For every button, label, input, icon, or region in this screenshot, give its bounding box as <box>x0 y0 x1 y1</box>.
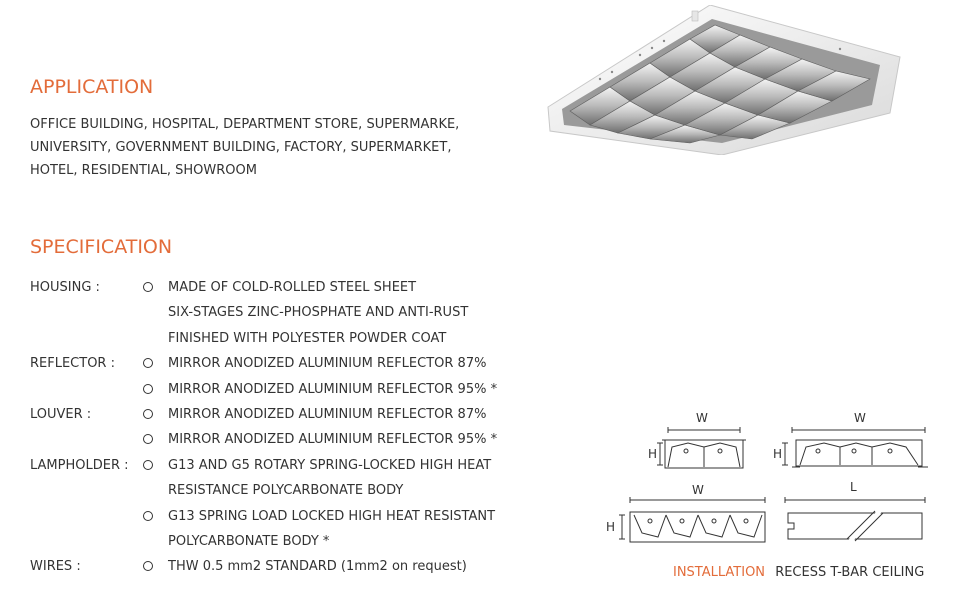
spec-row <box>30 557 590 582</box>
diagram-length-view <box>785 497 925 541</box>
spec-text: MIRROR ANODIZED ALUMINIUM REFLECTOR 87% <box>168 356 487 372</box>
spec-row <box>30 303 590 328</box>
spec-row <box>30 329 590 354</box>
spec-text: MADE OF COLD-ROLLED STEEL SHEET <box>168 280 417 295</box>
spec-text: FINISHED WITH POLYESTER POWDER COAT <box>168 330 447 346</box>
spec-text: G13 AND G5 ROTARY SPRING-LOCKED HIGH HEAT <box>168 457 492 473</box>
bullet-circle-icon <box>143 460 153 470</box>
application-heading: APPLICATION <box>30 76 154 98</box>
spec-row <box>30 481 590 506</box>
application-line: OFFICE BUILDING, HOSPITAL, DEPARTMENT STORE, SUPERMARKE, <box>30 117 460 132</box>
diagram-h-label: H <box>606 520 616 534</box>
diagram-w-label: W <box>854 411 866 425</box>
spec-row <box>30 354 590 379</box>
spec-label: LAMPHOLDER : <box>30 457 129 473</box>
spec-label: WIRES : <box>30 559 81 575</box>
bullet-circle-icon <box>143 358 153 368</box>
diagram-l-label: L <box>850 480 857 494</box>
spec-row <box>30 380 590 405</box>
spec-label: LOUVER : <box>30 406 92 422</box>
spec-text: THW 0.5 mm2 STANDARD (1mm2 on request) <box>168 559 467 575</box>
spec-row <box>30 430 590 455</box>
spec-row <box>30 405 590 430</box>
specification-heading: SPECIFICATION <box>30 236 173 258</box>
diagram-w-label: W <box>692 483 704 497</box>
spec-row <box>30 278 590 303</box>
spec-text: SIX-STAGES ZINC-PHOSPHATE AND ANTI-RUST <box>168 305 469 321</box>
spec-row <box>30 532 590 557</box>
bullet-circle-icon <box>143 409 153 419</box>
spec-row <box>30 456 590 481</box>
bullet-circle-icon <box>143 282 153 292</box>
application-line: UNIVERSITY, GOVERNMENT BUILDING, FACTORY, SUPERMARKET, <box>30 140 452 155</box>
diagram-w-label: W <box>696 411 708 425</box>
dimension-diagrams <box>600 405 940 555</box>
specification-list <box>30 278 590 583</box>
diagram-2-lamp-section <box>657 427 746 468</box>
luminaire-product-image <box>540 5 920 155</box>
bullet-circle-icon <box>143 511 153 521</box>
installation-label: INSTALLATION <box>673 565 766 580</box>
bullet-circle-icon <box>143 561 153 571</box>
diagram-3-lamp-section <box>782 427 928 467</box>
bullet-circle-icon <box>143 434 153 444</box>
application-list <box>30 113 459 182</box>
diagram-h-label: H <box>773 447 783 461</box>
bullet-circle-icon <box>143 384 153 394</box>
application-line: HOTEL, RESIDENTIAL, SHOWROOM <box>30 163 257 178</box>
diagram-h-label: H <box>648 447 658 461</box>
spec-label: HOUSING : <box>30 280 100 295</box>
spec-text: MIRROR ANODIZED ALUMINIUM REFLECTOR 95% * <box>168 381 498 397</box>
installation-info <box>673 565 924 580</box>
spec-text: G13 SPRING LOAD LOCKED HIGH HEAT RESISTANT <box>168 508 496 524</box>
spec-label: REFLECTOR : <box>30 356 115 372</box>
spec-text: MIRROR ANODIZED ALUMINIUM REFLECTOR 87% <box>168 406 487 422</box>
diagram-4-lamp-section <box>619 497 765 542</box>
spec-text: POLYCARBONATE BODY * <box>168 533 330 549</box>
installation-value: RECESS T-BAR CEILING <box>775 565 925 580</box>
spec-text: RESISTANCE POLYCARBONATE BODY <box>168 483 404 499</box>
spec-row <box>30 507 590 532</box>
spec-text: MIRROR ANODIZED ALUMINIUM REFLECTOR 95% * <box>168 432 498 448</box>
